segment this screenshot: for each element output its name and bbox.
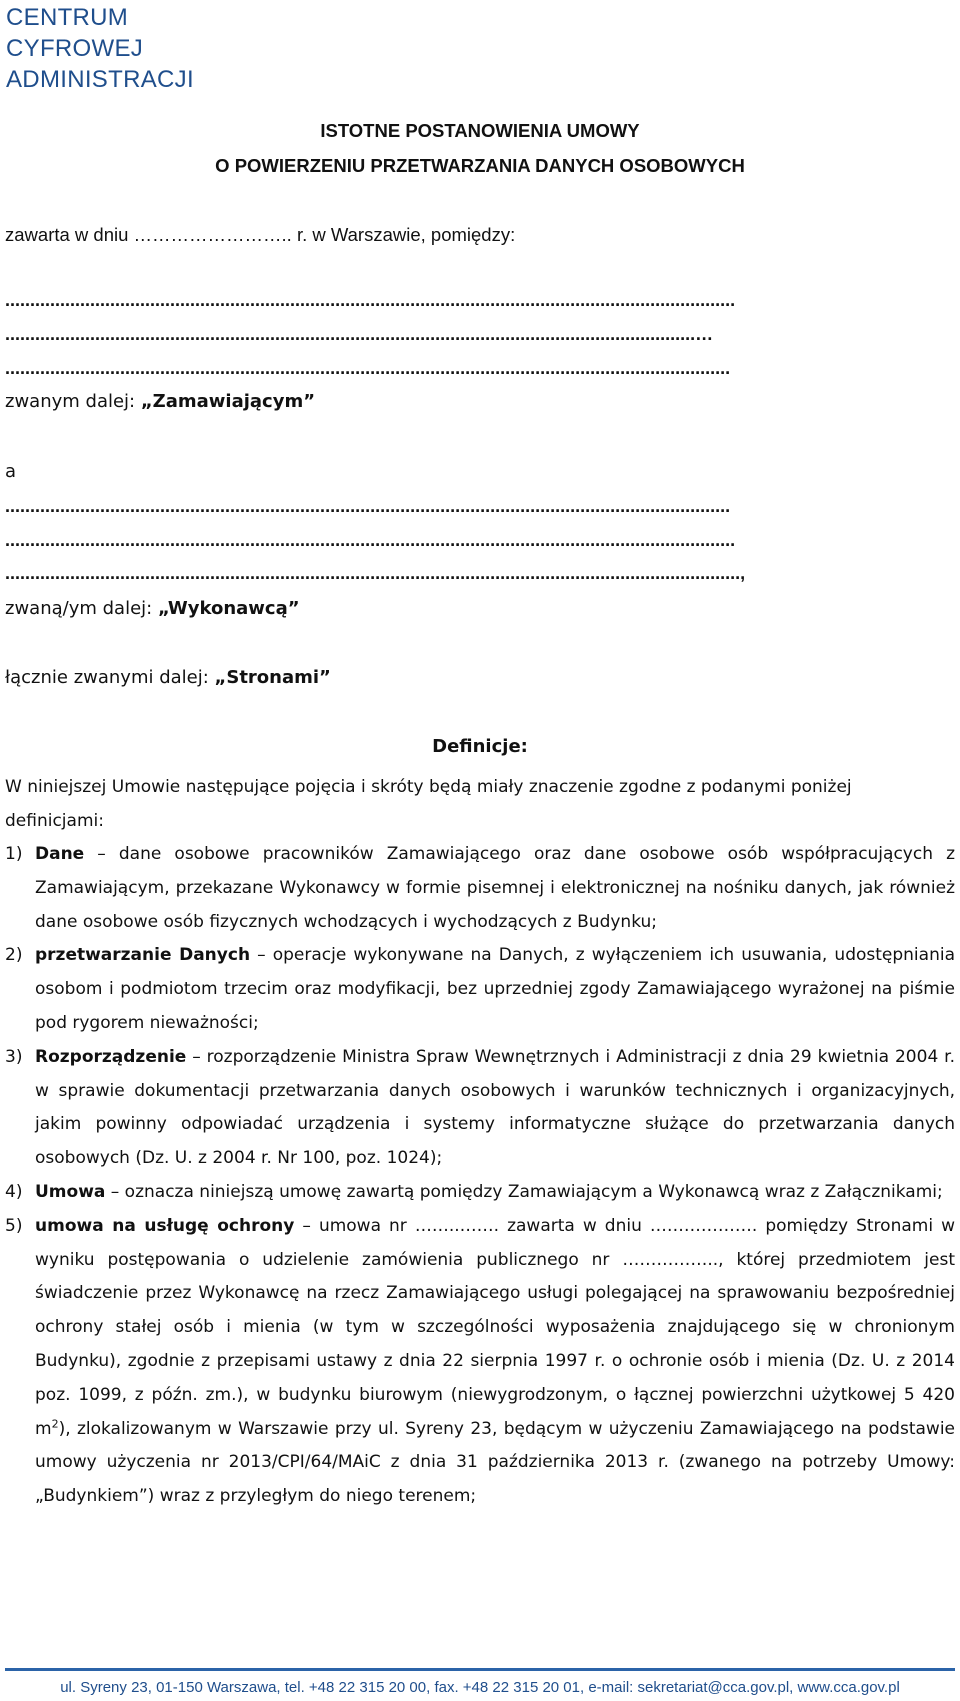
definitions-heading: Definicje: bbox=[432, 736, 528, 757]
definition-number: 3) bbox=[5, 1046, 23, 1067]
party1-prefix: zwanym dalej: bbox=[5, 391, 141, 412]
superscript-2: 2 bbox=[51, 1416, 59, 1430]
party2-blank-line-1: ................................................................................................................................................. bbox=[5, 496, 731, 516]
document-title-line-1: ISTOTNE POSTANOWIENIA UMOWY bbox=[320, 120, 640, 141]
definition-number: 4) bbox=[5, 1181, 23, 1202]
logo-line-2: CYFROWEJ bbox=[6, 35, 144, 62]
footer-divider bbox=[5, 1668, 955, 1671]
definition-number: 1) bbox=[5, 844, 23, 864]
definition-text-continued: ), zlokalizowanym w Warszawie przy ul. Syreny 23, będącym w użyczeniu Zamawiającego na podstawie umowy użyczenia nr 2013/CPI/64/MAiC z dnia 31 października 2013 r. (zwanego na potrzeby Umowy: „Budynkiem”) wraz z przyległym do niego terenem; bbox=[35, 1418, 955, 1507]
definition-term: Dane bbox=[35, 844, 85, 864]
parties-name: „Stronami” bbox=[214, 667, 331, 688]
definition-text: – rozporządzenie Ministra Spraw Wewnętrznych i Administracji z dnia 29 kwietnia 2004 r. w sprawie dokumentacji przetwarzania danych osobowych i warunków technicznych i organizacyjnych, jakim powinny odpowiadać urządzenia i systemy informatyczne służące do przetwarzania danych osobowych (Dz. U. z 2004 r. Nr 100, poz. 1024); bbox=[35, 1046, 955, 1169]
party2-name: „Wykonawcą” bbox=[157, 598, 300, 619]
document-title-line-2: O POWIERZENIU PRZETWARZANIA DANYCH OSOBOWYCH bbox=[215, 155, 745, 176]
definition-text: – dane osobowe pracowników Zamawiającego oraz dane osobowe osób współpracujących z Zamawiającym, przekazane Wykonawcy w formie pisemnej i elektronicznej na nośniku danych, jak również dane osobowe osób fizycznych wchodzących i wychodzących z Budynku; bbox=[35, 844, 955, 932]
parties-prefix: łącznie zwanymi dalej: bbox=[5, 667, 215, 688]
definition-number: 5) bbox=[5, 1215, 23, 1236]
parties-designation bbox=[5, 667, 331, 688]
definition-item bbox=[5, 939, 955, 1040]
definition-item bbox=[5, 1041, 955, 1176]
party1-designation bbox=[5, 391, 315, 412]
party2-prefix: zwaną/ym dalej: bbox=[5, 598, 158, 619]
definition-term: umowa na usługę ochrony bbox=[35, 1215, 295, 1236]
organization-logo bbox=[6, 2, 266, 95]
definition-item bbox=[5, 838, 955, 939]
definition-text: – umowa nr ……..……. zawarta w dniu ………………. pomiędzy Stronami w wyniku postępowania o udzielenie zamówienia publicznego nr …………….., której przedmiotem jest świadczenie przez Wykonawcę na rzecz Zamawiającego usługi polegającej na sprawowaniu bezpośredniej ochrony stałej osób i mienia (w tym w szczególności wyposażenia znajdującego się w chronionym Budynku), zgodnie z przepisami ustawy z dnia 22 sierpnia 1997 r. o ochronie osób i mienia (Dz. U. z 2014 poz. 1099, z późn. zm.), w budynku biurowym (niewygrodzonym, o łącznej powierzchni użytkowej 5 420 m bbox=[35, 1215, 955, 1439]
definition-text: – operacje wykonywane na Danych, z wyłączeniem ich usuwania, udostępniania osobom i podmiotom trzecim oraz modyfikacji, bez uprzedniej zgody Zamawiającego wyrażonej na piśmie pod rygorem nieważności; bbox=[35, 945, 955, 1033]
party2-blank-line-2: .................................................................................................................................................. bbox=[5, 530, 736, 550]
definitions-list bbox=[5, 838, 955, 1514]
definition-number: 2) bbox=[5, 945, 23, 966]
definition-text: – oznacza niniejszą umowę zawartą pomiędzy Zamawiającym a Wykonawcą wraz z Załącznikami; bbox=[105, 1181, 943, 1202]
definition-term: przetwarzanie Danych bbox=[35, 945, 251, 966]
definition-item bbox=[5, 1176, 955, 1210]
definition-term: Rozporządzenie bbox=[35, 1046, 187, 1067]
footer-contact: ul. Syreny 23, 01-150 Warszawa, tel. +48 22 315 20 00, fax. +48 22 315 20 01, e-mail: sekretariat@cca.gov.pl, www.cca.gov.pl bbox=[60, 1679, 900, 1696]
logo-line-1: CENTRUM bbox=[6, 4, 129, 31]
party2-designation bbox=[5, 598, 300, 619]
party1-name: „Zamawiającym” bbox=[140, 391, 316, 412]
definitions-intro: W niniejszej Umowie następujące pojęcia i skróty będą miały znaczenie zgodne z podanymi poniżej definicjami: bbox=[5, 777, 852, 831]
logo-line-3: ADMINISTRACJI bbox=[6, 66, 194, 93]
conjunction-and: a bbox=[5, 461, 17, 482]
definition-term: Umowa bbox=[35, 1181, 106, 1202]
definition-item bbox=[5, 1210, 955, 1514]
party2-blank-line-3: ..................................................................................................................................................., bbox=[5, 563, 746, 583]
contract-date-place: zawarta w dniu …………………….. r. w Warszawie, pomiędzy: bbox=[5, 224, 516, 245]
party1-blank-line-1: .................................................................................................................................................. bbox=[5, 290, 736, 310]
party1-blank-line-3: ................................................................................................................................................. bbox=[5, 358, 731, 378]
party1-blank-line-2: ..........................................................................................................................................… bbox=[5, 324, 714, 344]
